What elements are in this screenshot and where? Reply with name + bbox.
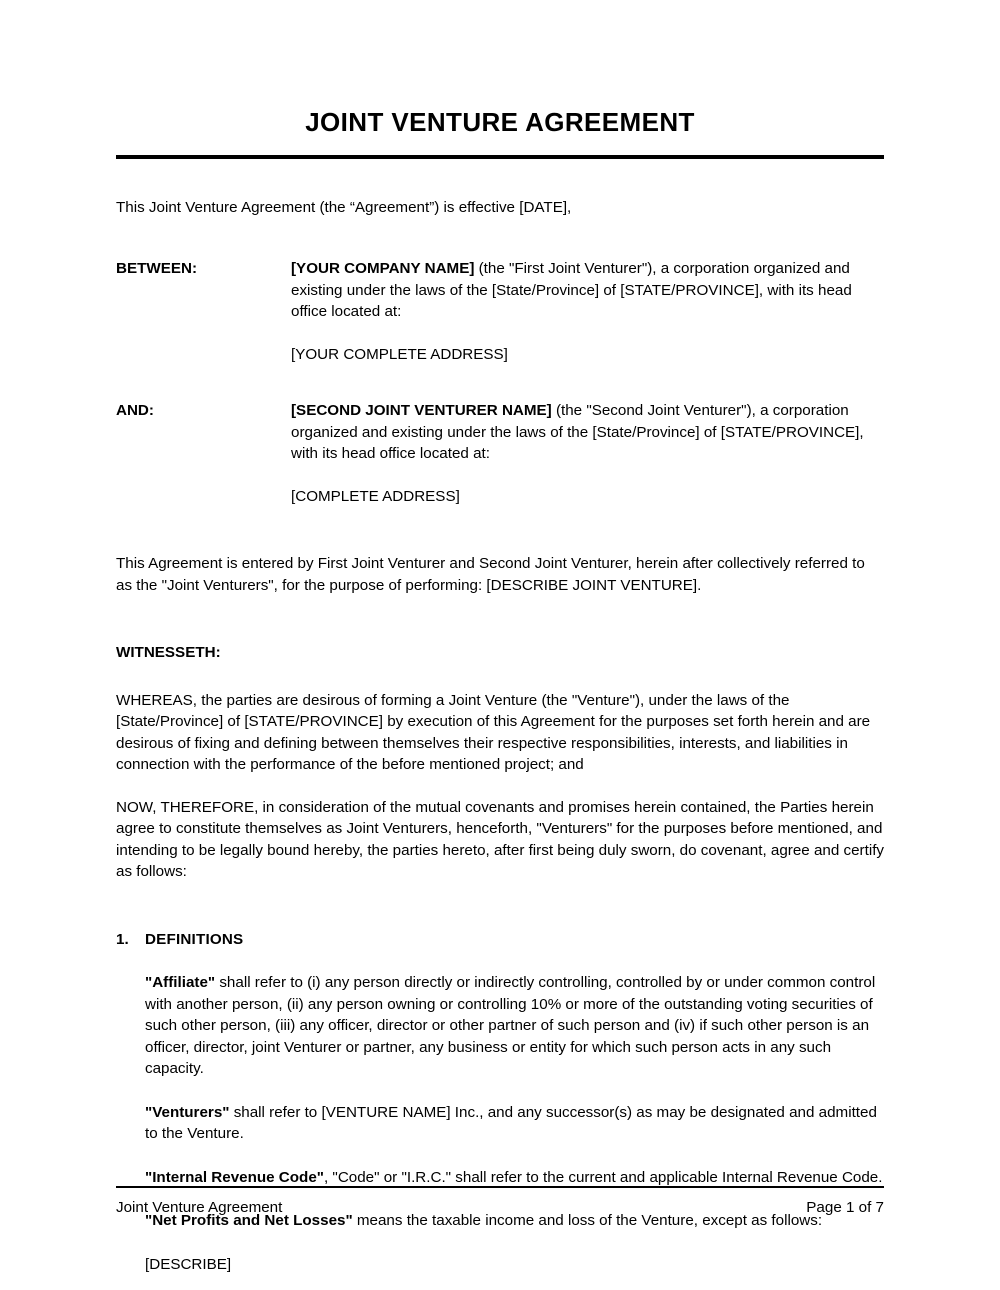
definition-item — [145, 1167, 884, 1189]
definition-item — [145, 972, 884, 1080]
now-therefore-paragraph: NOW, THEREFORE, in consideration of the mutual covenants and promises herein contained, the Parties herein agree to constitute themselves as Joint Venturers, henceforth, "Venturers" for the purposes before mentioned, and intending to be legally bound hereby, the parties hereto, after first being duly sworn, do covenant, agree and certify as follows: — [116, 798, 885, 881]
party-between — [116, 258, 884, 365]
definition-text: shall refer to (i) any person directly or indirectly controlling, controlled by or under common control with another person, (ii) any person owning or controlling 10% or more of the outstanding voting securities of such other person, (iii) any officer, director or other partner of such person and (iv) if such other person is an officer, director, joint Venturer or partner, any business or entity for which such person acts in any such capacity. — [145, 974, 876, 1078]
definition-term: "Net Profits and Net Losses" — [145, 1212, 353, 1230]
section-number: 1. — [116, 930, 129, 948]
party-address-between: [YOUR COMPLETE ADDRESS] — [291, 345, 508, 363]
witnesseth-heading: WITNESSETH: — [116, 644, 221, 662]
definition-item — [145, 1102, 884, 1145]
party-name-and: [SECOND JOINT VENTURER NAME] — [291, 402, 552, 420]
definition-term: "Internal Revenue Code" — [145, 1168, 324, 1186]
section-definitions-heading — [116, 929, 884, 951]
describe-placeholder: [DESCRIBE] — [145, 1255, 232, 1273]
agreement-entered-paragraph: This Agreement is entered by First Joint Venturer and Second Joint Venturer, herein after collectively referred to as the "Joint Venturers", for the purpose of performing: [DESCRIBE JOINT VENTURE]. — [116, 555, 865, 594]
party-body-and — [291, 400, 884, 507]
party-address-and: [COMPLETE ADDRESS] — [291, 487, 460, 505]
party-name-between: [YOUR COMPANY NAME] — [291, 260, 475, 278]
whereas-paragraph: WHEREAS, the parties are desirous of forming a Joint Venture (the "Venture"), under the laws of the [State/Province] of [STATE/PROVINCE] by execution of this Agreement for the purposes set forth herein and are desirous of fixing and defining between themselves their respective responsibilities, interests, and liabilities in connection with the performance of the before mentioned project; and — [116, 691, 871, 774]
footer-divider — [116, 1186, 884, 1188]
definitions-list — [145, 972, 884, 1275]
definition-text: means the taxable income and loss of the Venture, except as follows: — [352, 1212, 823, 1230]
section-title: DEFINITIONS — [145, 930, 244, 948]
title-divider — [116, 155, 884, 159]
footer-page-number: Page 1 of 7 — [806, 1199, 884, 1216]
definition-text: , "Code" or "I.R.C." shall refer to the current and applicable Internal Revenue Code. — [323, 1168, 883, 1186]
definition-term: "Affiliate" — [145, 974, 216, 992]
intro-paragraph: This Joint Venture Agreement (the “Agreement”) is effective [DATE], — [116, 198, 572, 216]
footer-row — [116, 1198, 884, 1218]
page-title: JOINT VENTURE AGREEMENT — [305, 107, 695, 137]
party-description-and — [291, 400, 884, 465]
page-footer — [116, 1186, 884, 1218]
party-body-between — [291, 258, 884, 365]
party-description-between — [291, 258, 884, 323]
document-body — [116, 0, 884, 1290]
party-label-and: AND: — [116, 402, 154, 420]
definition-text: shall refer to [VENTURE NAME] Inc., and any successor(s) as may be designated and admitted to the Venture. — [145, 1103, 877, 1143]
party-label-between: BETWEEN: — [116, 260, 197, 278]
party-detail-between: (the "First Joint Venturer"), a corporation organized and existing under the laws of the [State/Province] of [STATE/PROVINCE], with its head office located at: — [291, 260, 852, 321]
footer-document-name: Joint Venture Agreement — [116, 1199, 283, 1216]
definition-term: "Venturers" — [145, 1103, 230, 1121]
party-and — [116, 400, 884, 507]
party-detail-and: (the "Second Joint Venturer"), a corporation organized and existing under the laws of the [State/Province] of [STATE/PROVINCE], with its head office located at: — [291, 402, 864, 463]
